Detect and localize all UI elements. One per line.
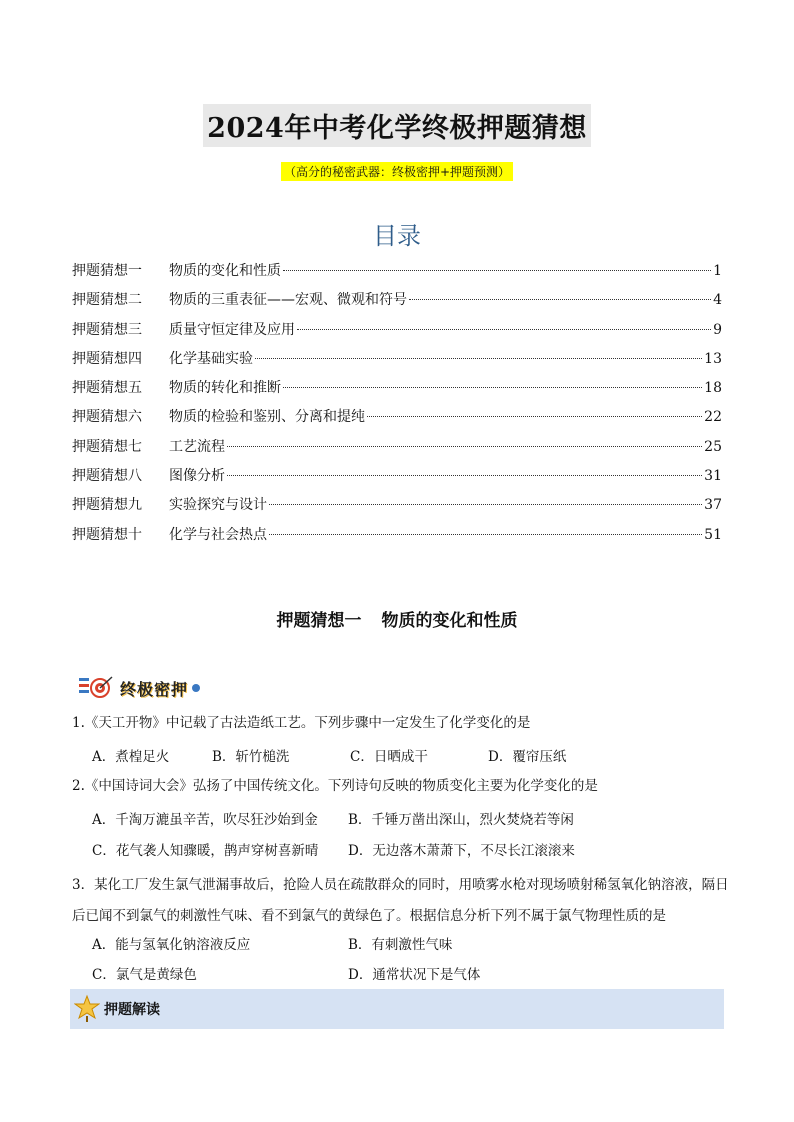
toc-entry-page: 25 xyxy=(704,438,722,455)
option: D．覆帘压纸 xyxy=(488,749,567,765)
toc-entry-number: 押题猜想五 xyxy=(72,380,142,397)
toc-leader-dots xyxy=(269,534,702,535)
toc-entry-number: 押题猜想二 xyxy=(72,292,142,309)
question-2-options-row-1 xyxy=(92,808,574,828)
final-secret-badge xyxy=(78,673,201,703)
toc-entry[interactable] xyxy=(72,348,722,377)
toc-leader-dots xyxy=(283,387,702,388)
toc-leader-dots xyxy=(255,358,702,359)
toc-entry-number: 押题猜想六 xyxy=(72,409,142,426)
star-icon xyxy=(74,994,100,1024)
toc-entry[interactable] xyxy=(72,465,722,494)
toc-entry-title: 物质的转化和推断 xyxy=(169,380,281,397)
question-2-options-row-2 xyxy=(92,839,575,859)
question-2: 2.《中国诗词大会》弘扬了中国传统文化。下列诗句反映的物质变化主要为化学变化的是 xyxy=(72,778,598,794)
toc-entry[interactable] xyxy=(72,524,722,553)
option: A．煮楻足火 xyxy=(92,749,170,765)
toc-entry-title: 物质的检验和鉴别、分离和提纯 xyxy=(169,409,365,426)
toc-entry-page: 4 xyxy=(713,292,722,309)
toc-entry-number: 押题猜想一 xyxy=(72,263,142,279)
toc-leader-dots xyxy=(297,329,711,330)
toc-entry-page: 9 xyxy=(713,321,722,338)
option: B．千锤万凿出深山，烈火焚烧若等闲 xyxy=(348,812,574,828)
page-title: 2024年中考化学终极押题猜想 xyxy=(203,104,591,147)
toc-leader-dots xyxy=(269,504,702,505)
question-3: 3．某化工厂发生氯气泄漏事故后，抢险人员在疏散群众的同时，用喷雾水枪对现场喷射稀氢氧化钠溶液，隔日后已闻不到氯气的刺激性气味、看不到氯气的黄绿色了。根据信息分析下列不属于氯气物理性质的是 xyxy=(72,877,729,924)
toc-entry-title: 物质的变化和性质 xyxy=(169,263,281,279)
option: A．千淘万漉虽辛苦，吹尽狂沙始到金 xyxy=(92,812,318,828)
title-wrap xyxy=(0,104,794,147)
toc-entry[interactable] xyxy=(72,406,722,435)
toc-entry[interactable] xyxy=(72,494,722,523)
dot-icon xyxy=(191,683,201,693)
toc-entry-number: 押题猜想八 xyxy=(72,468,142,485)
section-number: 押题猜想一 xyxy=(276,611,362,631)
toc-entry[interactable] xyxy=(72,260,722,289)
toc-entry[interactable] xyxy=(72,436,722,465)
toc-entry-page: 13 xyxy=(704,350,722,367)
subtitle-wrap xyxy=(0,161,794,181)
toc-entry-page: 51 xyxy=(704,526,722,543)
option: C．氯气是黄绿色 xyxy=(92,967,197,983)
toc-entry-number: 押题猜想十 xyxy=(72,526,142,543)
toc-heading: 目录 xyxy=(373,222,421,250)
toc-entry-page: 1 xyxy=(713,263,722,279)
table-of-contents xyxy=(72,260,722,553)
question-1: 1.《天工开物》中记载了古法造纸工艺。下列步骤中一定发生了化学变化的是 xyxy=(72,715,531,731)
toc-entry-title: 化学基础实验 xyxy=(169,350,253,367)
option: A．能与氢氧化钠溶液反应 xyxy=(92,937,251,953)
toc-entry-title: 化学与社会热点 xyxy=(169,526,267,543)
toc-entry-number: 押题猜想三 xyxy=(72,321,142,338)
section-heading xyxy=(0,606,794,631)
option: C．日晒成干 xyxy=(350,749,428,765)
toc-entry-title: 实验探究与设计 xyxy=(169,497,267,514)
section-title: 物质的变化和性质 xyxy=(381,611,518,631)
toc-entry[interactable] xyxy=(72,289,722,318)
question-1-options xyxy=(92,745,566,765)
toc-leader-dots xyxy=(409,299,711,300)
banner-label: 押题解读 xyxy=(104,1002,160,1018)
badge-label: 终极密押 xyxy=(120,679,189,699)
toc-leader-dots xyxy=(227,475,702,476)
option: B．有刺激性气味 xyxy=(348,937,453,953)
question-3-options-row-2 xyxy=(92,963,480,983)
option: D．通常状况下是气体 xyxy=(348,967,481,983)
option: B．斩竹槌洗 xyxy=(212,749,290,765)
option: C．花气袭人知骤暖，鹊声穿树喜新晴 xyxy=(92,843,319,859)
toc-entry-page: 18 xyxy=(704,380,722,397)
option: D．无边落木萧萧下，不尽长江滚滚来 xyxy=(348,843,575,859)
toc-entry-number: 押题猜想四 xyxy=(72,350,142,367)
toc-leader-dots xyxy=(367,416,702,417)
toc-entry-number: 押题猜想七 xyxy=(72,438,142,455)
target-icon xyxy=(78,674,114,702)
toc-entry-title: 物质的三重表征——宏观、微观和符号 xyxy=(169,292,407,309)
toc-leader-dots xyxy=(283,270,711,271)
question-3-options-row-1 xyxy=(92,933,452,953)
toc-entry-page: 31 xyxy=(704,468,722,485)
page-subtitle: （高分的秘密武器：终极密押+押题预测） xyxy=(281,162,513,181)
toc-entry-page: 22 xyxy=(704,409,722,426)
interpretation-banner xyxy=(70,989,724,1029)
toc-entry[interactable] xyxy=(72,377,722,406)
toc-entry-title: 图像分析 xyxy=(169,468,225,485)
toc-entry-title: 工艺流程 xyxy=(169,438,225,455)
toc-entry-number: 押题猜想九 xyxy=(72,497,142,514)
toc-entry-page: 37 xyxy=(704,497,722,514)
toc-entry[interactable] xyxy=(72,319,722,348)
toc-entry-title: 质量守恒定律及应用 xyxy=(169,321,295,338)
toc-leader-dots xyxy=(227,446,702,447)
